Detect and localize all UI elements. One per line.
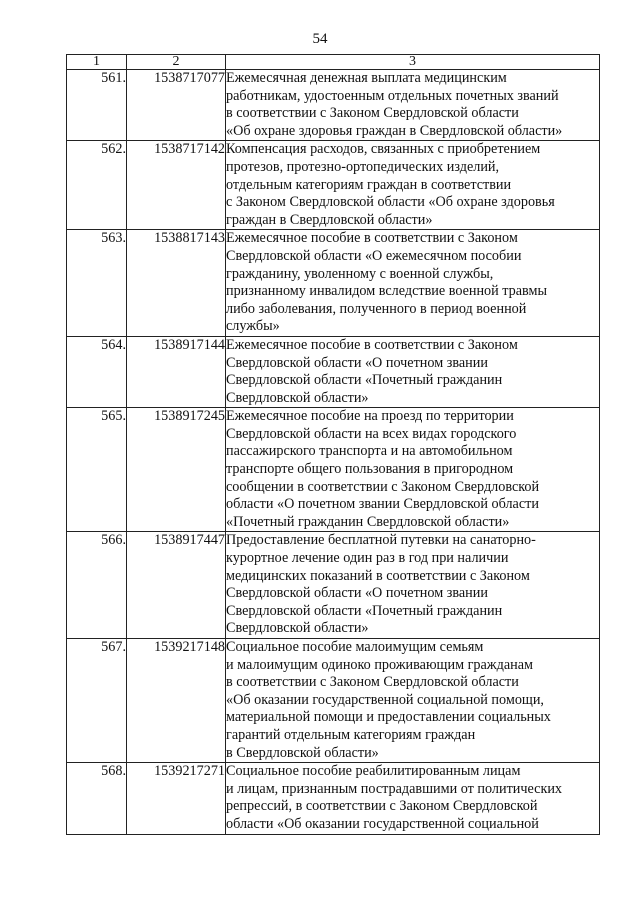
description-line: материальной помощи и предоставлении социальных — [226, 709, 551, 726]
description-line: Свердловской области «Почетный гражданин — [226, 372, 503, 389]
description-line: пассажирского транспорта и на автомобильном — [226, 443, 513, 460]
row-code: 1538917447 — [127, 532, 226, 639]
description-line: «Об оказании государственной социальной помощи, — [226, 691, 544, 708]
description-line: Предоставление бесплатной путевки на санаторно- — [226, 532, 536, 549]
description-line: медицинских показаний в соответствии с Законом — [226, 567, 530, 584]
row-description — [226, 141, 600, 230]
row-code: 1539217148 — [127, 639, 226, 763]
row-description — [226, 532, 600, 639]
row-description — [226, 763, 600, 834]
header-row — [67, 55, 600, 70]
description-line: Свердловской области «О ежемесячном пособии — [226, 247, 522, 264]
row-code: 1539217271 — [127, 763, 226, 834]
description-line: Ежемесячная денежная выплата медицинским — [226, 70, 507, 86]
description-line: с Законом Свердловской области «Об охране здоровья — [226, 194, 555, 211]
description-line: граждан в Свердловской области» — [226, 211, 433, 228]
table-row — [67, 141, 600, 230]
table-header — [67, 55, 600, 70]
description-line: Свердловской области» — [226, 389, 369, 406]
row-number: 563. — [67, 230, 127, 337]
description-line: области «Об оказании государственной социальной — [226, 815, 539, 832]
description-line: гражданину, уволенному с военной службы, — [226, 265, 494, 282]
description-line: репрессий, в соответствии с Законом Свердловской — [226, 798, 538, 815]
column-header-number: 1 — [67, 55, 127, 70]
column-header-code: 2 — [127, 55, 226, 70]
table-row — [67, 763, 600, 834]
table-row — [67, 639, 600, 763]
description-line: «Почетный гражданин Свердловской области» — [226, 513, 510, 530]
description-line: службы» — [226, 318, 280, 335]
description-line: сообщении в соответствии с Законом Свердловской — [226, 478, 540, 495]
description-line: гарантий отдельным категориям граждан — [226, 726, 476, 743]
registry-table — [66, 54, 600, 835]
row-description — [226, 408, 600, 532]
row-code: 1538717077 — [127, 70, 226, 141]
table-row — [67, 408, 600, 532]
row-number: 561. — [67, 70, 127, 141]
description-line: Свердловской области «Почетный гражданин — [226, 602, 503, 619]
description-line: Свердловской области на всех видах городского — [226, 425, 517, 442]
description-line: области «О почетном звании Свердловской области — [226, 496, 539, 513]
row-number: 562. — [67, 141, 127, 230]
description-line: работникам, удостоенным отдельных почетных званий — [226, 87, 559, 104]
table-row — [67, 70, 600, 141]
description-line: отдельным категориям граждан в соответствии — [226, 176, 512, 193]
row-number: 568. — [67, 763, 127, 834]
table-row — [67, 532, 600, 639]
row-code: 1538817143 — [127, 230, 226, 337]
row-description — [226, 70, 600, 141]
description-line: в соответствии с Законом Свердловской области — [226, 105, 519, 122]
row-description — [226, 336, 600, 407]
description-line: признанному инвалидом вследствие военной травмы — [226, 283, 548, 300]
description-line: Ежемесячное пособие на проезд по территории — [226, 408, 514, 425]
row-description — [226, 230, 600, 337]
description-line: и малоимущим одиноко проживающим гражданам — [226, 656, 533, 673]
page-number: 54 — [312, 31, 328, 47]
description-line: Свердловской области» — [226, 620, 369, 637]
description-line: Свердловской области «О почетном звании — [226, 354, 488, 371]
description-line: протезов, протезно-ортопедических изделий, — [226, 158, 500, 175]
table-row — [67, 336, 600, 407]
row-description — [226, 639, 600, 763]
row-code: 1538917144 — [127, 336, 226, 407]
row-number: 567. — [67, 639, 127, 763]
table-row — [67, 230, 600, 337]
description-line: Свердловской области «О почетном звании — [226, 585, 488, 602]
description-line: в соответствии с Законом Свердловской области — [226, 674, 519, 691]
row-number: 565. — [67, 408, 127, 532]
description-line: «Об охране здоровья граждан в Свердловской области» — [226, 122, 563, 139]
description-line: Ежемесячное пособие в соответствии с Законом — [226, 230, 518, 247]
row-number: 566. — [67, 532, 127, 639]
description-line: Ежемесячное пособие в соответствии с Законом — [226, 336, 518, 353]
description-line: Социальное пособие реабилитированным лицам — [226, 763, 521, 780]
row-number: 564. — [67, 336, 127, 407]
description-line: Компенсация расходов, связанных с приобретением — [226, 141, 541, 158]
row-code: 1538717142 — [127, 141, 226, 230]
row-code: 1538917245 — [127, 408, 226, 532]
description-line: Социальное пособие малоимущим семьям — [226, 639, 484, 655]
description-line: курортное лечение один раз в год при наличии — [226, 550, 509, 567]
description-line: транспорте общего пользования в пригородном — [226, 461, 514, 478]
description-line: и лицам, признанным пострадавшими от политических — [226, 780, 563, 797]
description-line: либо заболевания, полученного в период военной — [226, 300, 527, 317]
table-body — [67, 70, 600, 835]
description-line: в Свердловской области» — [226, 744, 379, 761]
column-header-description: 3 — [226, 55, 600, 70]
